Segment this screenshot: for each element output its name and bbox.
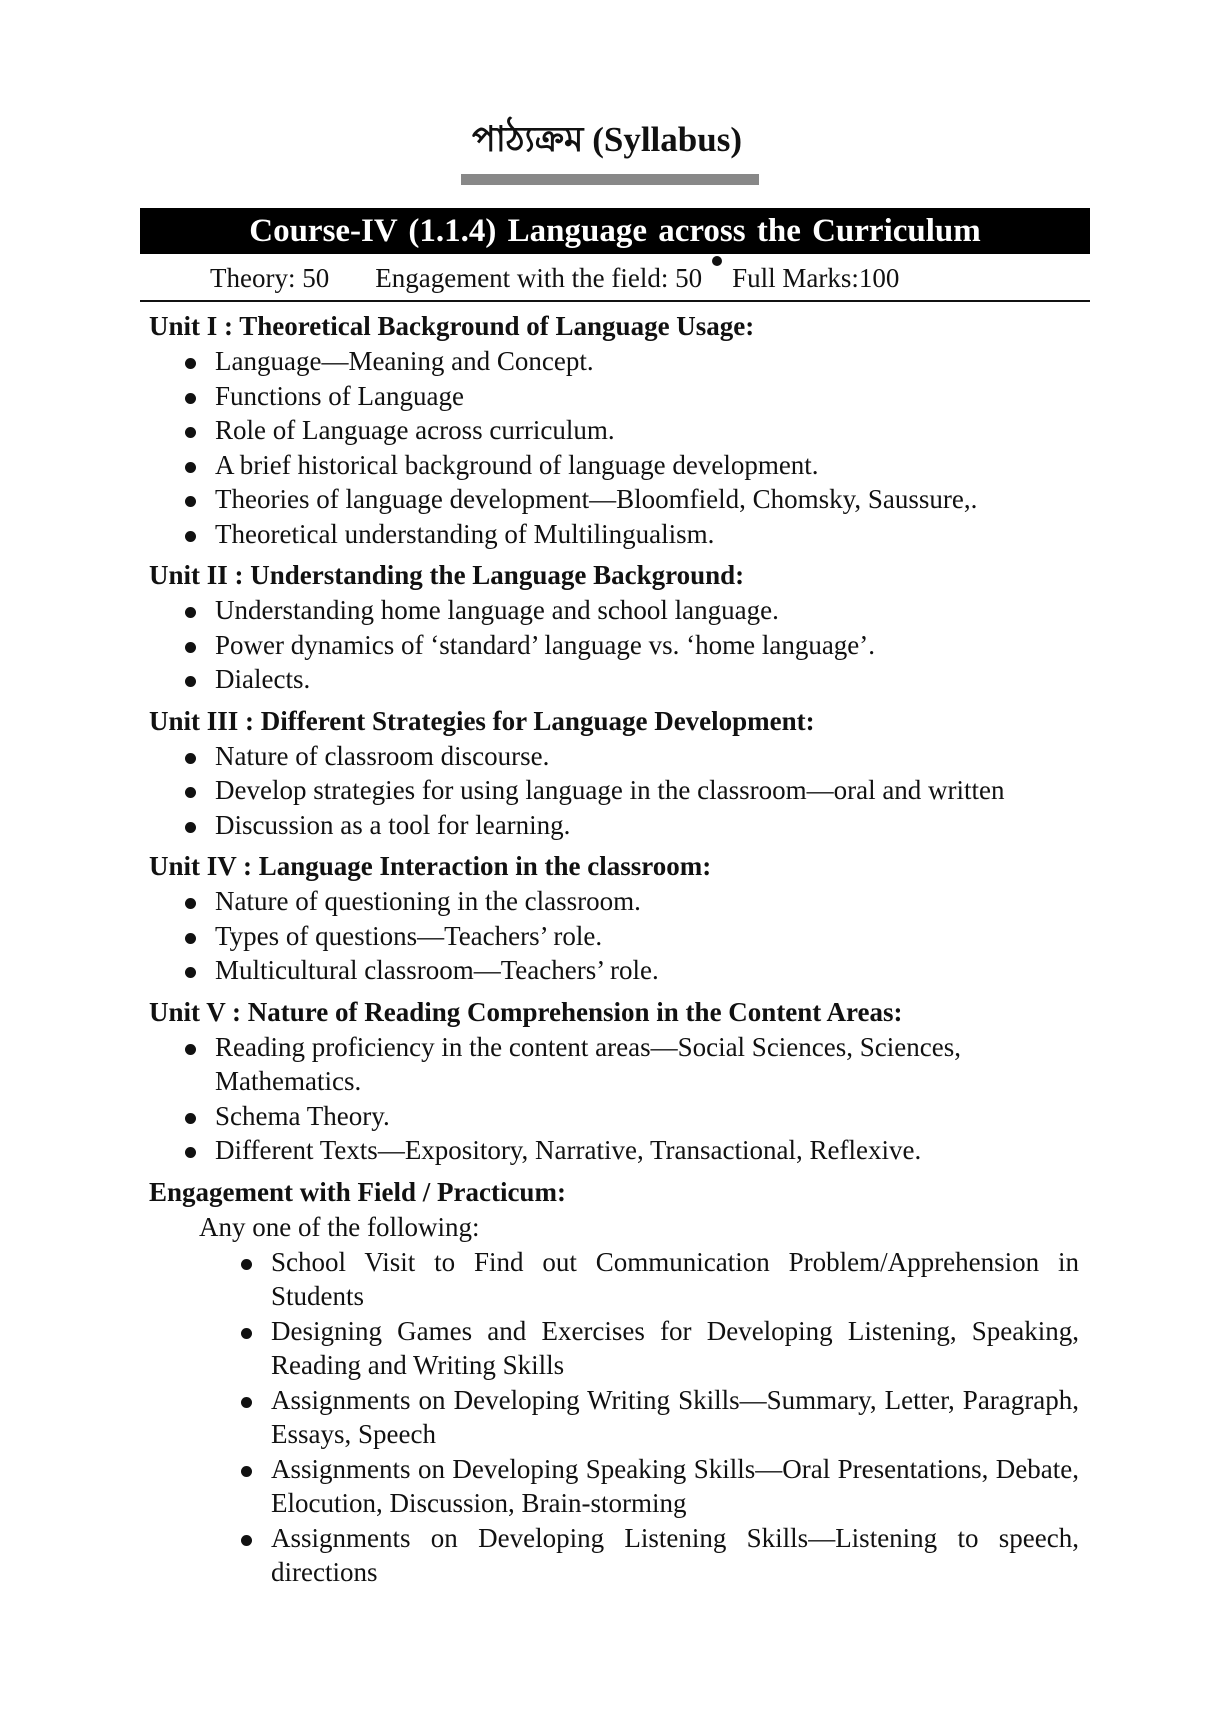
list-item: Nature of questioning in the classroom.	[215, 884, 1079, 919]
divider	[140, 300, 1090, 302]
unit-item-list	[149, 739, 1079, 843]
list-item: Power dynamics of ‘standard’ language vs. ‘home language’.	[215, 628, 1079, 663]
list-item: Role of Language across curriculum.	[215, 413, 1079, 448]
unit-heading: Unit I : Theoretical Background of Language Usage:	[149, 311, 755, 341]
list-item: Assignments on Developing Listening Skills—Listening to speech, directions	[271, 1521, 1079, 1590]
list-item: A brief historical background of language development.	[215, 448, 1079, 483]
syllabus-content	[149, 308, 1079, 1590]
unit-heading: Unit IV : Language Interaction in the classroom:	[149, 851, 712, 881]
page-title: পাঠ্যক্রম (Syllabus)	[472, 120, 742, 159]
list-item: Dialects.	[215, 662, 1079, 697]
unit-item-list	[149, 884, 1079, 988]
list-item: Nature of classroom discourse.	[215, 739, 1079, 774]
list-item: Schema Theory.	[215, 1099, 1079, 1134]
title-underline	[461, 174, 759, 185]
unit-item-list	[149, 1030, 1079, 1168]
practicum-item-list	[149, 1245, 1079, 1590]
list-item: Assignments on Developing Writing Skills—Summary, Letter, Paragraph, Essays, Speech	[271, 1383, 1079, 1452]
unit-item-list	[149, 344, 1079, 551]
list-item: Reading proficiency in the content areas—Social Sciences, Sciences, Mathematics.	[215, 1030, 1079, 1099]
practicum-intro: Any one of the following:	[199, 1211, 480, 1242]
list-item: Functions of Language	[215, 379, 1079, 414]
list-item: Language—Meaning and Concept.	[215, 344, 1079, 379]
list-item: Assignments on Developing Speaking Skills—Oral Presentations, Debate, Elocution, Discussion, Brain-storming	[271, 1452, 1079, 1521]
practicum-heading: Engagement with Field / Practicum:	[149, 1176, 566, 1207]
list-item: Develop strategies for using language in the classroom—oral and written	[215, 773, 1079, 808]
unit-heading: Unit II : Understanding the Language Background:	[149, 560, 745, 590]
unit-heading: Unit III : Different Strategies for Language Development:	[149, 705, 815, 736]
engagement-marks: Engagement with the field: 50	[375, 263, 703, 293]
theory-marks: Theory: 50	[210, 263, 330, 293]
list-item: Theories of language development—Bloomfield, Chomsky, Saussure,.	[215, 482, 1079, 517]
unit-item-list	[149, 593, 1079, 697]
bullet-icon	[712, 256, 722, 266]
list-item: Understanding home language and school language.	[215, 593, 1079, 628]
marks-line	[140, 258, 1090, 298]
list-item: Designing Games and Exercises for Developing Listening, Speaking, Reading and Writing Skills	[271, 1314, 1079, 1383]
list-item: Multicultural classroom—Teachers’ role.	[215, 953, 1079, 988]
full-marks: Full Marks:100	[732, 263, 900, 293]
unit-heading: Unit V : Nature of Reading Comprehension in the Content Areas:	[149, 996, 903, 1027]
list-item: Discussion as a tool for learning.	[215, 808, 1079, 843]
course-title-bar: Course-IV (1.1.4) Language across the Curriculum	[140, 208, 1090, 254]
list-item: Theoretical understanding of Multilingualism.	[215, 517, 1079, 552]
list-item: Different Texts—Expository, Narrative, Transactional, Reflexive.	[215, 1133, 1079, 1168]
list-item: School Visit to Find out Communication Problem/Apprehension in Students	[271, 1245, 1079, 1314]
list-item: Types of questions—Teachers’ role.	[215, 919, 1079, 954]
